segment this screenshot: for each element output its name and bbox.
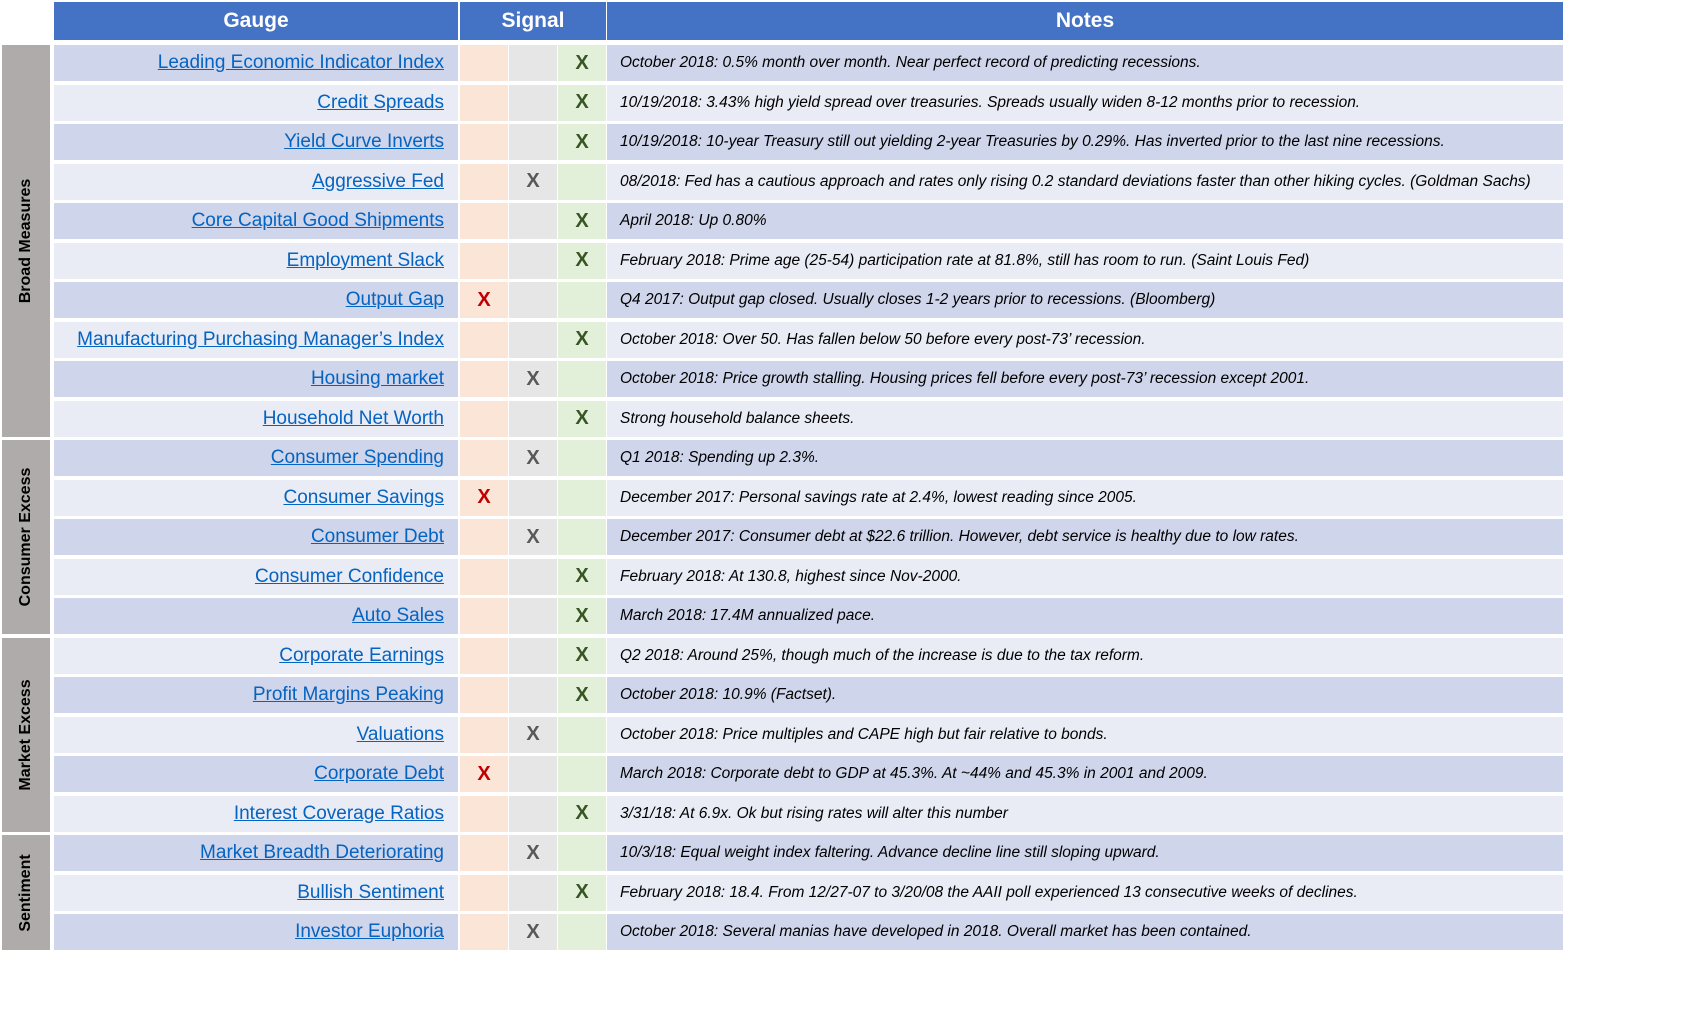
note-cell: October 2018: Over 50. Has fallen below 50 before every post-73’ recession. [607,322,1563,358]
signal-green-cell [558,361,606,397]
signal-red-x-mark: X [477,288,491,311]
signal-red-cell [460,401,508,437]
signal-red-cell [460,835,508,871]
signal-gray-cell [509,914,557,950]
signal-red-cell [460,756,508,792]
signal-gray-cell [509,164,557,200]
signal-gray-cell [509,796,557,832]
table-row [0,598,1565,634]
signal-green-x-mark: X [575,407,589,429]
signal-red-cell [460,717,508,753]
table-row [0,45,1565,81]
gauge-cell [54,322,458,358]
signal-gray-cell [509,756,557,792]
note-cell: 08/2018: Fed has a cautious approach and rates only rising 0.2 standard deviations faster than other hiking cycles. (Goldman Sachs) [607,164,1563,200]
signal-gray-cell [509,243,557,279]
note-cell: February 2018: Prime age (25-54) participation rate at 81.8%, still has room to run. (Saint Louis Fed) [607,243,1563,279]
signal-red-x-mark: X [477,486,491,508]
signal-gray-cell [509,835,557,871]
signal-red-cell [460,282,508,318]
signal-gray-cell [509,322,557,358]
signal-green-cell [558,203,606,239]
note-cell: March 2018: Corporate debt to GDP at 45.3%. At ~44% and 45.3% in 2001 and 2009. [607,756,1563,792]
gauge-link-credit-spreads[interactable]: Credit Spreads [317,91,444,113]
note-cell: February 2018: 18.4. From 12/27-07 to 3/20/08 the AAII poll experienced 13 consecutive weeks of declines. [607,875,1563,911]
table-row [0,203,1565,239]
gauge-cell [54,361,458,397]
signal-gray-cell [509,638,557,674]
signal-green-x-mark: X [575,683,589,706]
note-cell: February 2018: At 130.8, highest since Nov-2000. [607,559,1563,595]
table-row [0,638,1565,674]
signal-green-cell [558,598,606,634]
signal-gray-cell [509,85,557,121]
signal-red-cell [460,480,508,516]
signal-green-cell [558,480,606,516]
table-row [0,480,1565,516]
table-row [0,282,1565,318]
signal-gray-cell [509,875,557,911]
note-cell: Strong household balance sheets. [607,401,1563,437]
table-row [0,124,1565,160]
note-cell: 3/31/18: At 6.9x. Ok but rising rates will alter this number [607,796,1563,832]
signal-gray-cell [509,124,557,160]
signal-red-cell [460,875,508,911]
signal-green-cell [558,914,606,950]
signal-green-cell [558,638,606,674]
signal-column-header: Signal [460,2,606,40]
signal-green-cell [558,243,606,279]
signal-green-cell [558,401,606,437]
table-row [0,835,1565,871]
table-row [0,914,1565,950]
signal-gray-cell [509,401,557,437]
table-row [0,401,1565,437]
signal-gray-cell [509,559,557,595]
note-cell: October 2018: 10.9% (Factset). [607,677,1563,713]
signal-green-cell [558,717,606,753]
table-row [0,243,1565,279]
gauge-cell [54,796,458,832]
note-cell: December 2017: Personal savings rate at 2.4%, lowest reading since 2005. [607,480,1563,516]
note-cell: 10/19/2018: 10-year Treasury still out yielding 2-year Treasuries by 0.29%. Has inverted prior to the last nine recessions. [607,124,1563,160]
gauge-link-housing-market[interactable]: Housing market [310,368,444,389]
gauge-cell [54,875,458,911]
table-row [0,875,1565,911]
gauge-cell [54,717,458,753]
note-cell: Q1 2018: Spending up 2.3%. [607,440,1563,476]
signal-gray-x-mark: X [526,723,540,745]
gauge-link-output-gap[interactable]: Output Gap [345,289,444,310]
signal-green-cell [558,796,606,832]
signal-gray-x-mark: X [526,170,540,192]
note-cell: March 2018: 17.4M annualized pace. [607,598,1563,634]
gauge-link-corporate-debt[interactable]: Corporate Debt [314,763,444,784]
gauge-cell [54,559,458,595]
signal-gray-cell [509,480,557,516]
gauge-link-household-net-worth[interactable]: Household Net Worth [262,407,444,429]
note-cell: December 2017: Consumer debt at $22.6 trillion. However, debt service is healthy due to low rates. [607,519,1563,555]
gauge-link-interest-coverage-ratios[interactable]: Interest Coverage Ratios [233,802,444,824]
gauge-cell [54,480,458,516]
signal-gray-cell [509,519,557,555]
signal-gray-cell [509,677,557,713]
signal-green-cell [558,45,606,81]
signal-red-cell [460,45,508,81]
table-row [0,322,1565,358]
gauge-cell [54,85,458,121]
signal-red-cell [460,559,508,595]
signal-green-x-mark: X [575,644,589,666]
note-cell: October 2018: Price growth stalling. Housing prices fell before every post-73’ recession except 2001. [607,361,1563,397]
table-row [0,85,1565,121]
signal-red-cell [460,164,508,200]
gauge-cell [54,203,458,239]
signal-green-cell [558,519,606,555]
note-cell: 10/19/2018: 3.43% high yield spread over treasuries. Spreads usually widen 8-12 months prior to recession. [607,85,1563,121]
category-label: Broad Measures [17,178,34,303]
signal-red-x-mark: X [477,762,491,785]
gauge-cell [54,282,458,318]
signal-gray-cell [509,598,557,634]
gauge-link-leading-economic-indicator-index[interactable]: Leading Economic Indicator Index [157,52,444,73]
note-cell: October 2018: Price multiples and CAPE high but fair relative to bonds. [607,717,1563,753]
signal-red-cell [460,519,508,555]
signal-gray-cell [509,440,557,476]
signal-green-cell [558,440,606,476]
signal-red-cell [460,85,508,121]
category-label: Consumer Excess [17,467,34,607]
signal-green-cell [558,875,606,911]
note-cell: April 2018: Up 0.80% [607,203,1563,239]
gauge-link-consumer-savings[interactable]: Consumer Savings [283,486,444,508]
signal-gray-cell [509,282,557,318]
table-row [0,756,1565,792]
table-row [0,361,1565,397]
signal-green-cell [558,85,606,121]
gauge-cell [54,45,458,81]
signal-green-cell [558,756,606,792]
signal-green-x-mark: X [575,565,589,587]
table-row [0,559,1565,595]
signal-gray-x-mark: X [526,446,540,469]
gauge-link-profit-margins-peaking[interactable]: Profit Margins Peaking [252,684,444,705]
signal-green-cell [558,124,606,160]
gauge-link-consumer-spending[interactable]: Consumer Spending [270,447,444,468]
note-cell: Q4 2017: Output gap closed. Usually closes 1-2 years prior to recessions. (Bloomberg) [607,282,1563,318]
signal-gray-cell [509,203,557,239]
category-label: Market Excess [17,678,34,791]
signal-green-x-mark: X [575,604,589,627]
signal-red-cell [460,124,508,160]
gauge-cell [54,164,458,200]
gauge-link-investor-euphoria[interactable]: Investor Euphoria [295,921,444,942]
gauge-cell [54,124,458,160]
signal-green-x-mark: X [575,51,589,74]
note-cell: 10/3/18: Equal weight index faltering. Advance decline line still sloping upward. [607,835,1563,871]
signal-green-cell [558,164,606,200]
signal-red-cell [460,440,508,476]
signal-green-x-mark: X [575,881,589,903]
signal-red-cell [460,677,508,713]
signal-red-cell [460,361,508,397]
signal-green-cell [558,559,606,595]
note-cell: October 2018: Several manias have developed in 2018. Overall market has been contained. [607,914,1563,950]
gauge-link-aggressive-fed[interactable]: Aggressive Fed [311,170,444,192]
gauge-cell [54,243,458,279]
gauge-cell [54,756,458,792]
table-row [0,796,1565,832]
signal-red-cell [460,322,508,358]
note-cell: October 2018: 0.5% month over month. Near perfect record of predicting recessions. [607,45,1563,81]
gauge-link-yield-curve-inverts[interactable]: Yield Curve Inverts [284,131,444,152]
gauge-link-employment-slack[interactable]: Employment Slack [286,249,444,271]
signal-green-x-mark: X [575,802,589,824]
signal-gray-cell [509,45,557,81]
gauge-cell [54,401,458,437]
gauge-link-consumer-confidence[interactable]: Consumer Confidence [254,565,444,587]
gauge-link-consumer-debt[interactable]: Consumer Debt [310,526,444,547]
gauge-link-bullish-sentiment[interactable]: Bullish Sentiment [297,881,444,903]
category-label: Sentiment [17,853,34,932]
signal-gray-cell [509,717,557,753]
signal-red-cell [460,914,508,950]
signal-gray-x-mark: X [526,920,540,943]
signal-red-cell [460,598,508,634]
gauge-cell [54,440,458,476]
signal-gray-x-mark: X [526,367,540,390]
gauge-link-auto-sales[interactable]: Auto Sales [352,605,444,626]
signal-green-x-mark: X [575,249,589,271]
notes-column-header: Notes [607,2,1563,40]
signal-green-cell [558,835,606,871]
gauge-cell [54,638,458,674]
signal-green-cell [558,282,606,318]
signal-green-cell [558,677,606,713]
gauge-link-market-breadth-deteriorating[interactable]: Market Breadth Deteriorating [200,842,444,863]
gauge-cell [54,835,458,871]
table-row [0,164,1565,200]
table-row [0,440,1565,476]
gauge-column-header: Gauge [54,2,458,40]
gauge-link-core-capital-good-shipments[interactable]: Core Capital Good Shipments [191,210,444,231]
gauge-link-corporate-earnings[interactable]: Corporate Earnings [279,644,444,666]
table-row [0,717,1565,753]
signal-green-x-mark: X [575,328,589,350]
signal-red-cell [460,243,508,279]
note-cell: Q2 2018: Around 25%, though much of the increase is due to the tax reform. [607,638,1563,674]
gauge-link-manufacturing-purchasing-manager-s-index[interactable]: Manufacturing Purchasing Manager’s Index [77,328,444,350]
signal-green-x-mark: X [575,91,589,113]
signal-green-x-mark: X [575,130,589,153]
signal-red-cell [460,638,508,674]
gauge-cell [54,914,458,950]
gauge-cell [54,677,458,713]
signal-red-cell [460,796,508,832]
signal-green-x-mark: X [575,209,589,232]
gauge-cell [54,598,458,634]
signal-gray-x-mark: X [526,525,540,548]
signal-red-cell [460,203,508,239]
signal-gray-cell [509,361,557,397]
table-row [0,677,1565,713]
signal-gray-x-mark: X [526,841,540,864]
gauge-cell [54,519,458,555]
gauge-link-valuations[interactable]: Valuations [356,723,444,745]
table-row [0,519,1565,555]
signal-green-cell [558,322,606,358]
